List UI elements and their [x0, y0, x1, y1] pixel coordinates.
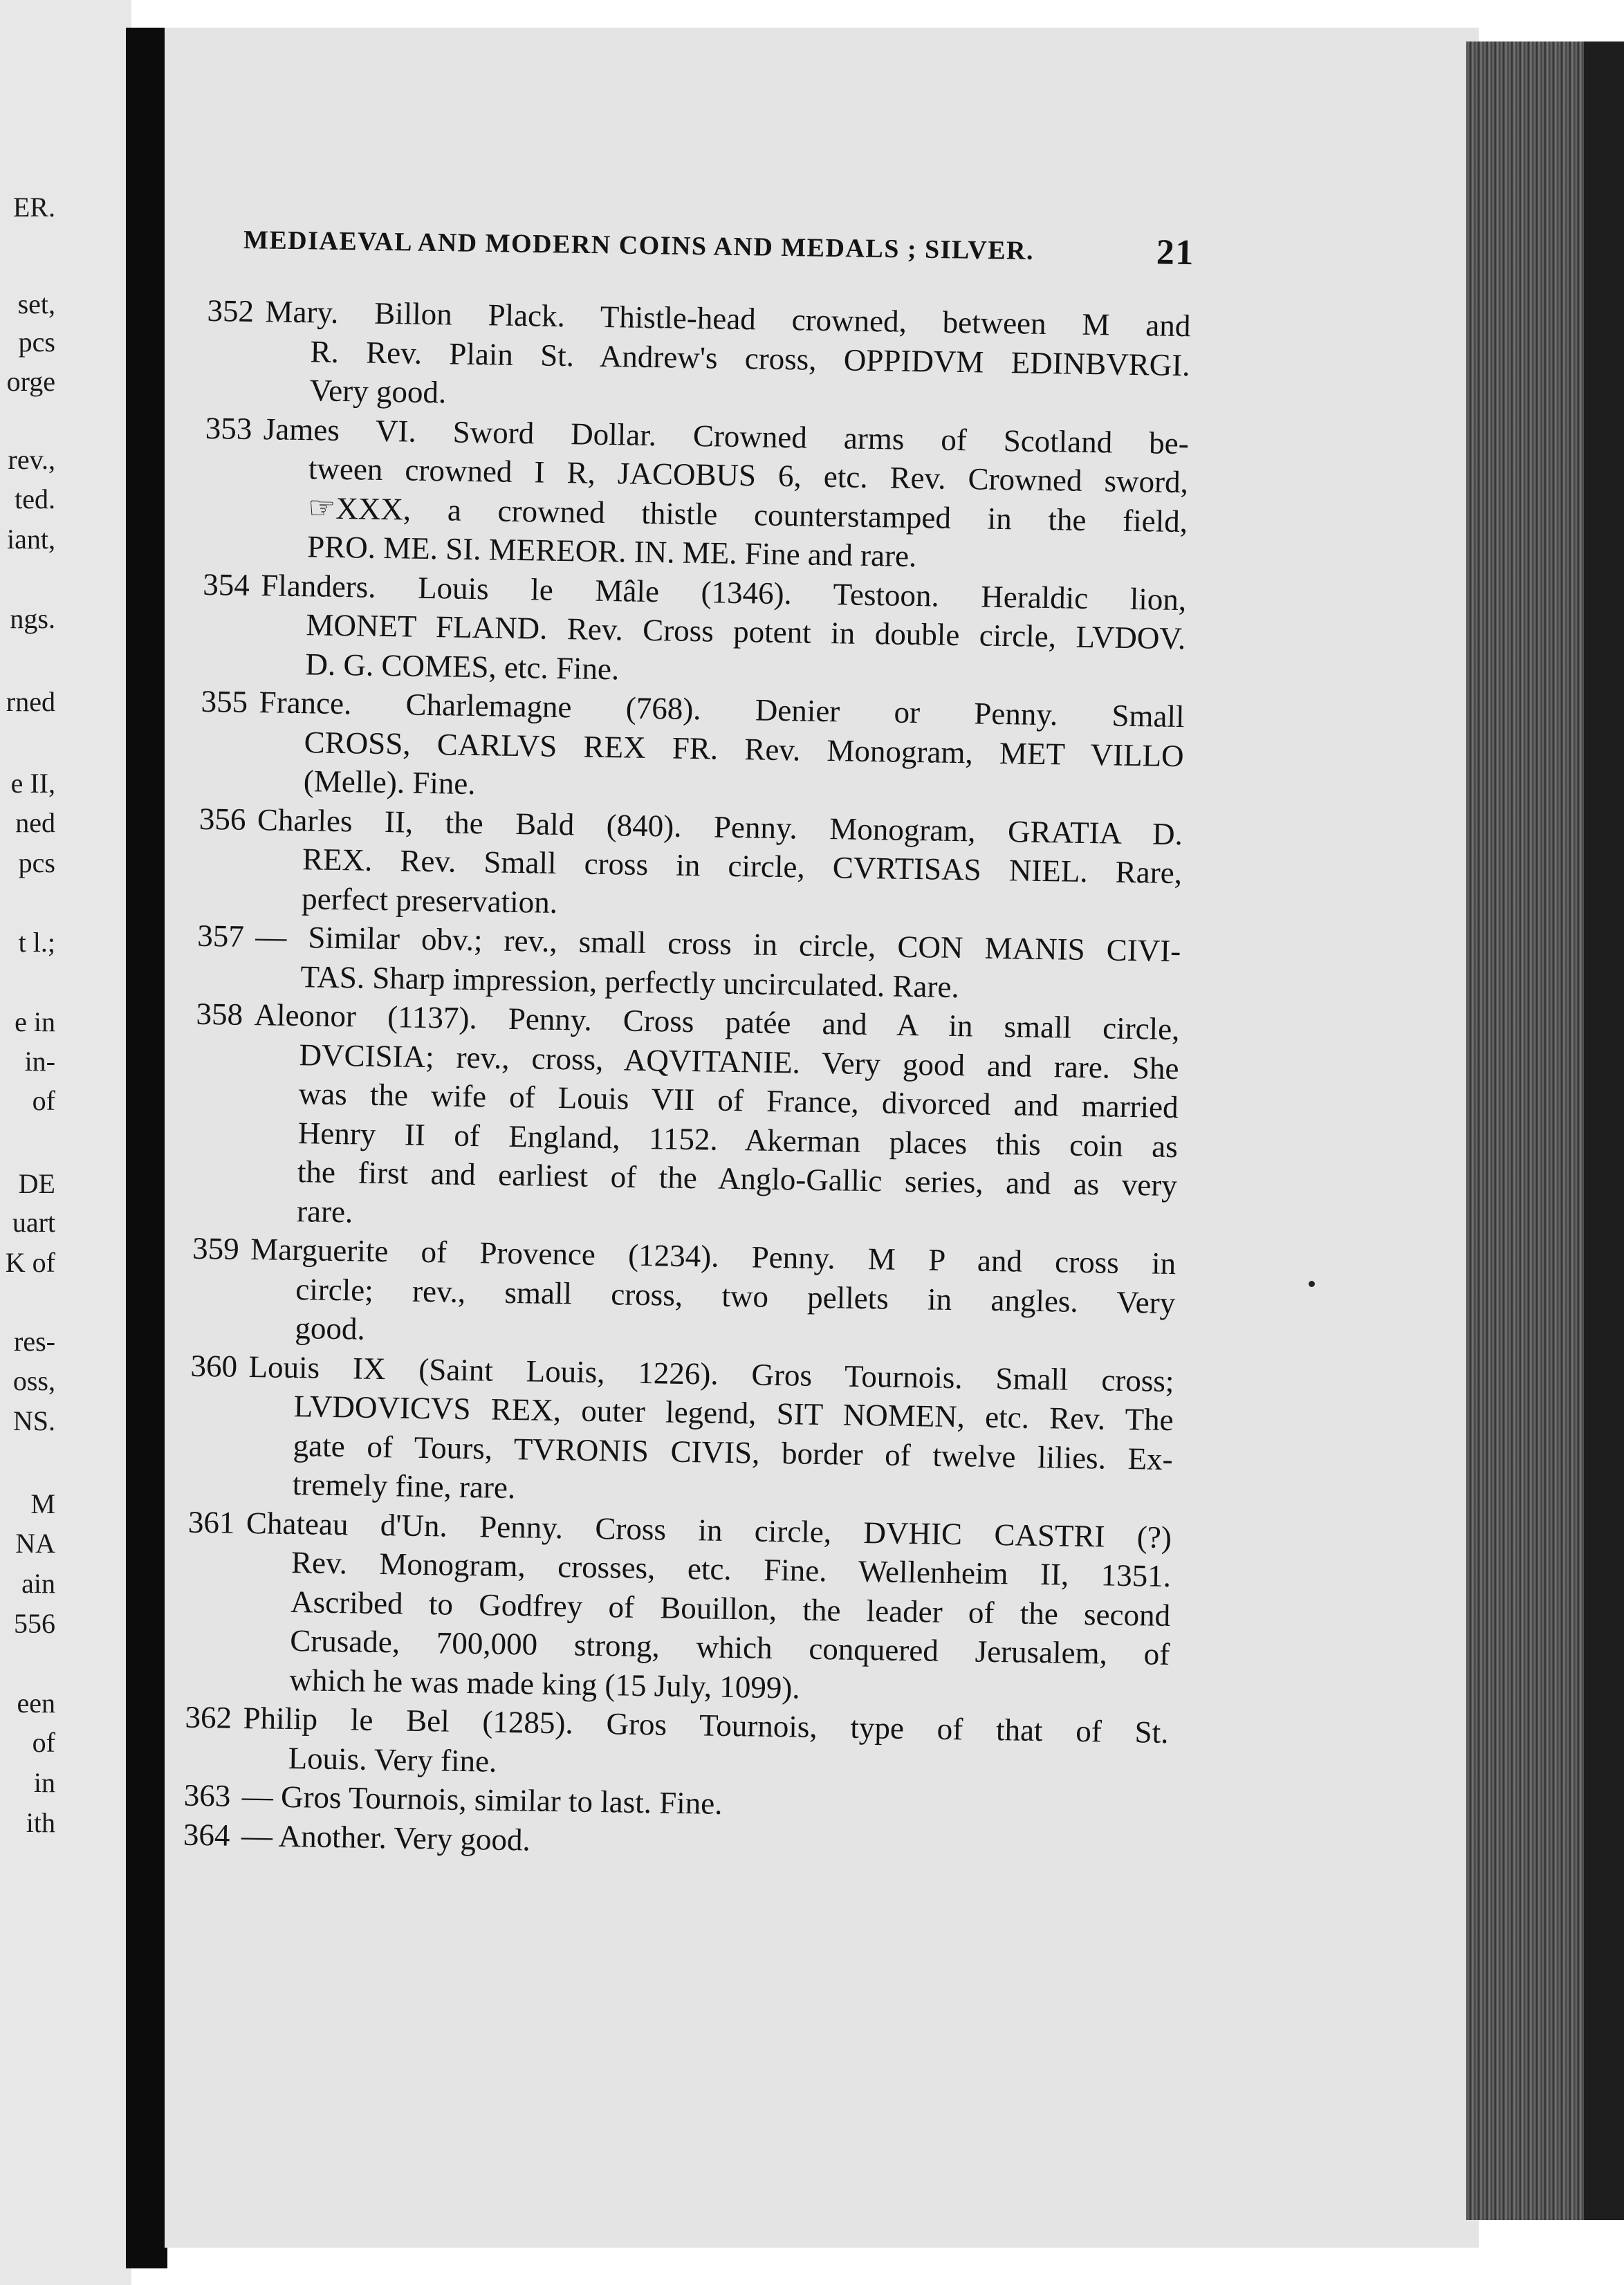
lot-entry [163, 407, 1189, 580]
lot-entry [151, 1228, 1176, 1362]
lot-text-line: REX. Rev. Small cross in circle, CVRTISAS NIEL. Rare, [302, 842, 1183, 891]
lot-number: 362 [185, 1699, 232, 1735]
facing-page-text: res- [14, 1326, 55, 1357]
facing-page-text: ith [26, 1807, 55, 1838]
lot-entry [148, 1345, 1174, 1517]
lot-text-line: Henry II of England, 1152. Akerman places this coin as [297, 1115, 1179, 1164]
lot-number: 357 [196, 918, 245, 954]
running-head-title: MEDIAEVAL AND MODERN COINS AND MEDALS ; SILVER. [243, 225, 1035, 266]
facing-page-text: uart [12, 1207, 55, 1238]
lot-text-line: Ascribed to Godfrey of Bouillon, the leader of the second [290, 1584, 1171, 1633]
lot-text-line: tween crowned I R, JACOBUS 6, etc. Rev. Crowned sword, [308, 451, 1189, 500]
lot-text-line: Flanders. Louis le Mâle (1346). Testoon. Heraldic lion, [260, 567, 1187, 617]
facing-page-text: iant, [7, 524, 55, 555]
lot-text-line: — Similar obv.; rev., small cross in circle, CON MANIS CIVI- [255, 919, 1181, 969]
facing-page-text: of [32, 1727, 55, 1758]
facing-page-text: ngs. [10, 603, 55, 634]
facing-page-text: ER. [12, 192, 55, 223]
lot-text-line: DVCISIA; rev., cross, AQVITANIE. Very good and rare. She [299, 1037, 1179, 1086]
lot-text-line: (Melle). Fine. [303, 764, 476, 802]
lot-text-line: R. Rev. Plain St. Andrew's cross, OPPIDVM EDINBVRGI. [310, 333, 1190, 382]
facing-page-text: oss, [12, 1365, 55, 1396]
lot-text-line: — Another. Very good. [241, 1817, 531, 1858]
lot-text-line: France. Charlemagne (768). Denier or Penny. Small [259, 685, 1185, 734]
lot-text-line: good. [295, 1311, 366, 1347]
lot-number: 354 [202, 566, 250, 602]
facing-page-text: rev., [8, 444, 55, 475]
lot-text-line: Very good. [309, 373, 447, 410]
lot-text-line: Philip le Bel (1285). Gros Tournois, type of that of St. [243, 1700, 1169, 1750]
facing-page-text: M [30, 1488, 55, 1519]
lot-number: 352 [207, 293, 255, 329]
facing-page-text: K of [5, 1247, 55, 1278]
lot-text-line: rare. [296, 1193, 353, 1229]
facing-page-text: pcs [18, 326, 55, 358]
lot-text-line: MONET FLAND. Rev. Cross potent in double circle, LVDOV. [306, 607, 1186, 656]
lot-text-line: PRO. ME. SI. MEREOR. IN. ME. Fine and rare. [306, 529, 917, 574]
lot-text-line: Charles II, the Bald (840). Penny. Monogram, GRATIA D. [257, 802, 1183, 851]
lot-text-line: CROSS, CARLVS REX FR. Rev. Monogram, MET VILLO [304, 724, 1185, 773]
facing-page-text: in- [24, 1046, 55, 1077]
lot-text-line: was the wife of Louis VII of France, divorced and married [298, 1076, 1179, 1125]
lot-number: 363 [183, 1777, 231, 1813]
lot-text-line: perfect preservation. [301, 880, 558, 920]
lot-text-line: which he was made king (15 July, 1099). [289, 1662, 800, 1705]
lot-number: 364 [183, 1817, 230, 1853]
lot-text-line: D. G. COMES, etc. Fine. [305, 646, 620, 686]
lot-text-line: circle; rev., small cross, two pellets in angles. Very [295, 1271, 1176, 1320]
facing-page-text: een [17, 1687, 55, 1719]
lot-entry [165, 290, 1190, 424]
lot-number: 356 [199, 801, 246, 837]
lot-text-line: Rev. Monogram, crosses, etc. Fine. Wellenheim II, 1351. [290, 1545, 1172, 1594]
facing-page-text: in [33, 1767, 55, 1798]
lot-entry [159, 681, 1184, 815]
facing-page-text: ain [21, 1568, 55, 1599]
facing-page-text: 556 [14, 1608, 55, 1639]
lot-entry [158, 798, 1183, 932]
page-edges [1466, 41, 1591, 2220]
facing-page-text: pcs [18, 847, 55, 878]
lot-text-line: tremely fine, rare. [292, 1467, 516, 1506]
lot-text-line: — Gros Tournois, similar to last. Fine. [241, 1778, 723, 1821]
lot-text-line: TAS. Sharp impression, perfectly uncirculated. Rare. [300, 959, 960, 1004]
facing-page-text: NS. [12, 1405, 55, 1436]
lot-number: 361 [187, 1504, 235, 1540]
lot-text-line: ☞XXX, a crowned thistle counterstamped in the field, [307, 490, 1188, 539]
lot-text-line: gate of Tours, TVRONIS CIVIS, border of twelve lilies. Ex- [293, 1427, 1174, 1477]
lot-list [143, 290, 1191, 1869]
lot-number: 355 [201, 683, 248, 719]
facing-page-text: ned [15, 807, 55, 838]
facing-page-text: e in [15, 1006, 55, 1037]
facing-page-text: set, [17, 288, 55, 320]
page-number: 21 [1156, 232, 1195, 273]
facing-page-text: t l.; [18, 927, 55, 958]
lot-number: 358 [196, 996, 243, 1032]
lot-text-line: Mary. Billon Plack. Thistle-head crowned, between M and [265, 294, 1191, 344]
facing-page-text: NA [15, 1528, 55, 1559]
lot-number: 360 [190, 1348, 238, 1384]
lot-text-line: Chateau d'Un. Penny. Cross in circle, DVHIC CASTRI (?) [246, 1505, 1172, 1555]
lot-text-line: Crusade, 700,000 strong, which conquered Jerusalem, of [289, 1623, 1170, 1672]
facing-page-text: ted. [15, 483, 55, 515]
facing-page-text: of [32, 1085, 55, 1116]
facing-page-text: DE [18, 1168, 55, 1199]
lot-text-line: LVDOVICVS REX, outer legend, SIT NOMEN, etc. Rev. The [293, 1389, 1174, 1438]
lot-text-line: the first and earliest of the Anglo-Gallic series, and as very [297, 1154, 1178, 1203]
facing-page-text: e II, [10, 768, 55, 799]
lot-entry [145, 1501, 1172, 1713]
lot-entry [161, 564, 1186, 697]
facing-page-text: orge [6, 366, 55, 397]
lot-number: 353 [205, 410, 252, 446]
lot-text-line: Aleonor (1137). Penny. Cross patée and A in small circle, [254, 997, 1180, 1047]
lot-number: 359 [192, 1230, 240, 1266]
lot-text-line: Marguerite of Provence (1234). Penny. M P and cross in [250, 1232, 1177, 1282]
facing-page-text: rned [6, 686, 55, 717]
facing-page-fragment [0, 0, 131, 2285]
lot-text-line: James VI. Sword Dollar. Crowned arms of Scotland be- [263, 411, 1190, 461]
page-edge-shadow [1584, 41, 1624, 2220]
ink-speck [1309, 1281, 1315, 1287]
lot-text-line: Louis. Very fine. [288, 1740, 497, 1779]
lot-entry [153, 994, 1180, 1244]
lot-text-line: Louis IX (Saint Louis, 1226). Gros Tournois. Small cross; [248, 1349, 1174, 1398]
